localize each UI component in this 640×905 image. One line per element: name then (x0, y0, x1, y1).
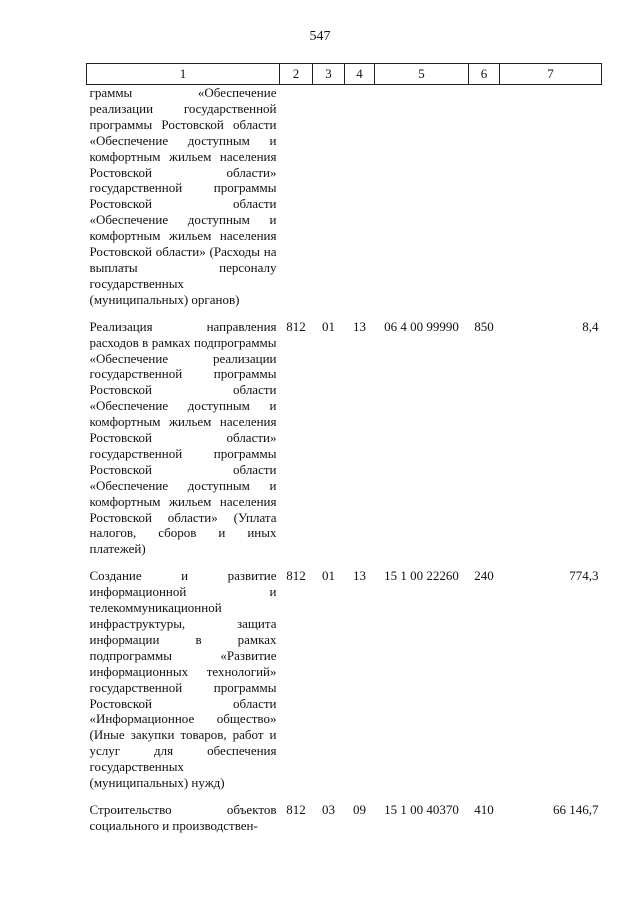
row-amount: 8,4 (582, 318, 599, 334)
header-col-4: 4 (345, 64, 375, 85)
row-expense-type: 850 (474, 318, 494, 334)
header-row (87, 64, 602, 85)
table-row (87, 319, 602, 558)
header-col-5: 5 (375, 64, 469, 85)
row-section-code: 01 (322, 568, 335, 584)
page-number: 547 (309, 29, 331, 44)
row-section-code (313, 85, 345, 308)
row-expense-type: 410 (474, 801, 494, 817)
row-target-code: 15 1 00 40370 (384, 801, 459, 817)
row-section-code: 01 (322, 318, 335, 334)
table-body (87, 85, 602, 834)
row-ministry-code: 812 (286, 318, 306, 334)
table-row (87, 802, 602, 834)
table-row (87, 85, 602, 308)
row-target-code: 15 1 00 22260 (384, 568, 459, 584)
header-col-6: 6 (469, 64, 500, 85)
row-description: Реализация направления расходов в рамках подпрограммы «Обеспечение реализации государственной программы Ростовской области «Обеспечение доступным и комфортным жильем населения Ростовской области» государственной программы Ростовской области «Обеспечение доступным и комфортным жильем населения Ростовской области» (Уплата налогов, сборов и иных платежей) (89, 318, 277, 557)
header-col-3: 3 (313, 64, 345, 85)
row-description: граммы «Обеспечение реализации государственной программы Ростовской области «Обеспечение доступным и комфортным жильем населения Ростовской области» государственной программы Ростовской области «Обеспечение доступным и комфортным жильем населения Ростовской области» (Расходы на выплаты персоналу государственных (муниципальных) органов) (89, 85, 277, 307)
row-description: Строительство объектов социального и производствен- (89, 801, 277, 833)
row-gap (87, 308, 602, 319)
row-description: Создание и развитие информационной и телекоммуникационной инфраструктуры, защита информации в рамках подпрограммы «Развитие информационных технологий» государственной программы Ростовской области «Информационное общество» (Иные закупки товаров, работ и услуг для обеспечения государственных (муниципальных) нужд) (89, 568, 277, 791)
header-col-7: 7 (500, 64, 602, 85)
row-ministry-code: 812 (286, 801, 306, 817)
table-header (87, 64, 602, 85)
row-target-code: 06 4 00 99990 (384, 318, 459, 334)
table-row (87, 568, 602, 791)
row-amount (500, 85, 602, 308)
row-subsection-code (345, 85, 375, 308)
row-ministry-code: 812 (286, 568, 306, 584)
row-subsection-code: 13 (353, 568, 366, 584)
row-subsection-code: 09 (353, 801, 366, 817)
row-section-code: 03 (322, 801, 335, 817)
row-amount: 66 146,7 (553, 801, 599, 817)
row-target-code (375, 85, 469, 308)
header-col-2: 2 (280, 64, 313, 85)
row-amount: 774,3 (569, 568, 599, 584)
row-ministry-code (280, 85, 313, 308)
row-subsection-code: 13 (353, 318, 366, 334)
row-gap (87, 557, 602, 568)
header-col-1: 1 (87, 64, 280, 85)
budget-table (86, 63, 602, 834)
row-gap (87, 791, 602, 802)
row-expense-type (469, 85, 500, 308)
row-expense-type: 240 (474, 568, 494, 584)
